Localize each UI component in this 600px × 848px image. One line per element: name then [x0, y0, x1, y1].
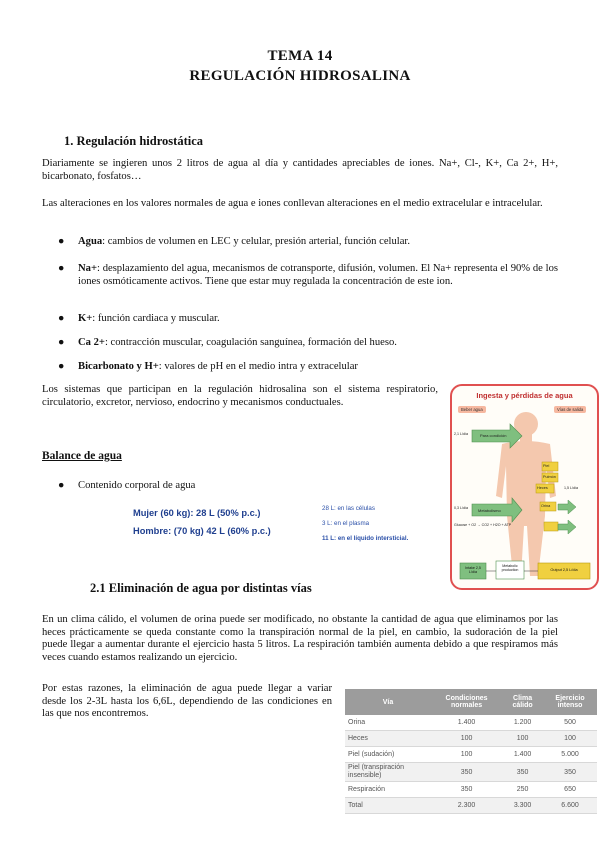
- figure-skin: Piel: [543, 464, 550, 468]
- water-cells: 28 L: en las células: [322, 505, 375, 512]
- bullet-desc: : desplazamiento del agua, mecanismos de cotransporte, difusión, volumen. El Na+ representa el 90% de los iones osmóticamente activos. Tiene que estar muy regulada la concentración de este ion.: [78, 263, 558, 287]
- table-header: Condiciones normales: [431, 689, 502, 715]
- bullet-term: K+: [78, 313, 93, 324]
- table-header: Ejercicio intenso: [543, 689, 597, 715]
- water-plasma: 3 L: en el plasma: [322, 520, 370, 527]
- table-cell: 350: [431, 782, 502, 798]
- bullet-icon: ●: [58, 337, 65, 348]
- table-cell: 6.600: [543, 798, 597, 814]
- figure-flow-in: Para condición: [480, 433, 507, 438]
- water-elimination-table-wrap: [345, 689, 597, 814]
- bullet-desc: : contracción muscular, coagulación sanguínea, formación del hueso.: [104, 337, 397, 348]
- bullet-agua: [58, 236, 558, 250]
- bullet-icon: ●: [58, 361, 65, 372]
- figure-title: Ingesta y pérdidas de agua: [476, 391, 573, 400]
- table-cell: 1.400: [502, 747, 543, 763]
- bullet-k: [58, 313, 558, 327]
- figure-formula: Glucose + O2 → CO2 + H2O + ATP: [454, 523, 512, 527]
- table-cell: Piel (transpiración insensible): [345, 763, 431, 782]
- section1-para2: Las alteraciones en los valores normales de agua e iones conllevan alteraciones en el medio extracelular e intracelular.: [42, 198, 543, 209]
- water-woman: Mujer (60 kg): 28 L (50% p.c.): [133, 508, 261, 518]
- table-cell: 500: [543, 715, 597, 731]
- table-row: [345, 782, 597, 798]
- table-cell: Orina: [345, 715, 431, 731]
- figure-rate2: 0,3 L/día: [454, 506, 468, 510]
- section1-para3: Los sistemas que participan en la regulación hidrosalina son el sistema respiratorio, circulatorio, excretor, nervioso, endocrino y mecanismos conductuales.: [42, 384, 438, 408]
- figure-label-left: Beber agua: [458, 406, 486, 413]
- table-header: Clima cálido: [502, 689, 543, 715]
- figure-bottom-mid: Metabolic production: [501, 564, 519, 572]
- table-cell: 350: [543, 763, 597, 782]
- table-cell: 5.000: [543, 747, 597, 763]
- water-elimination-table: [345, 689, 597, 814]
- page-title: REGULACIÓN HIDROSALINA: [189, 68, 411, 84]
- bullet-term: Agua: [78, 236, 103, 247]
- section1-para1: Diariamente se ingieren unos 2 litros de agua al día y cantidades apreciables de iones. Na+, Cl-, K+, Ca 2+, H+, bicarbonato, fosfatos…: [42, 158, 558, 182]
- bullet-icon: ●: [58, 236, 65, 247]
- bullet-contenido: [58, 480, 418, 494]
- water-man: Hombre: (70 kg) 42 L (60% p.c.): [133, 526, 271, 536]
- figure-lungs: Pulmón: [543, 475, 556, 479]
- water-balance-figure: [450, 384, 599, 590]
- section2-para1: En un clima cálido, el volumen de orina puede ser modificado, no obstante la cantidad de agua que eliminamos por las heces prácticamente se queda constante como la transpiración normal de la piel, en cambio, la sudoración de la piel puede llegar a aumentar durante el ejercicio hasta 5 litros. La respiración también aumenta debido a que respiramos más veces cuando estamos realizando un ejercicio.: [42, 614, 558, 663]
- table-header-row: [345, 689, 597, 715]
- bullet-bicarbonato: [58, 361, 558, 375]
- figure-urine: Orina: [541, 504, 551, 508]
- table-cell: 250: [502, 782, 543, 798]
- table-header: Vía: [345, 689, 431, 715]
- table-row: [345, 747, 597, 763]
- bullet-desc: : cambios de volumen en LEC y celular, presión arterial, función celular.: [102, 236, 411, 247]
- table-cell: 2.300: [431, 798, 502, 814]
- figure-metabolism: Metabolismo: [478, 508, 501, 513]
- water-interstitial: 11 L: en el líquido intersticial.: [322, 535, 409, 542]
- topic-title: TEMA 14: [267, 48, 333, 64]
- bullet-desc: Contenido corporal de agua: [78, 480, 196, 491]
- bullet-icon: ●: [58, 263, 65, 274]
- figure-label-right: Vías de salida: [554, 406, 586, 413]
- table-row: [345, 763, 597, 782]
- bullet-term: Bicarbonato y H+: [78, 361, 159, 372]
- bullet-desc: : función cardiaca y muscular.: [92, 313, 220, 324]
- bullet-na: [58, 263, 558, 303]
- table-cell: 100: [431, 747, 502, 763]
- figure-rate1: 2,1 L/día: [454, 432, 468, 436]
- figure-bottom-right: Output 2,5 L/día: [550, 568, 578, 572]
- table-cell: 1.400: [431, 715, 502, 731]
- balance-heading: Balance de agua: [42, 450, 122, 462]
- section2-heading: 2.1 Eliminación de agua por distintas vías: [90, 581, 312, 595]
- table-cell: 350: [502, 763, 543, 782]
- table-cell: 100: [431, 731, 502, 747]
- bullet-term: Na+: [78, 263, 97, 274]
- section1-heading: 1. Regulación hidrostática: [64, 134, 204, 148]
- table-cell: Respiración: [345, 782, 431, 798]
- table-cell: Heces: [345, 731, 431, 747]
- bullet-icon: ●: [58, 313, 65, 324]
- section2-para2: Por estas razones, la eliminación de agua puede llegar a variar desde los 2-3L hasta los 6,6L, dependiendo de las condiciones en las que nos encontremos.: [42, 683, 332, 720]
- table-cell: 1.200: [502, 715, 543, 731]
- table-cell: 350: [431, 763, 502, 782]
- table-cell: Piel (sudación): [345, 747, 431, 763]
- table-row: [345, 715, 597, 731]
- bullet-desc: : valores de pH en el medio intra y extracelular: [158, 361, 358, 372]
- bullet-icon: ●: [58, 480, 65, 491]
- bullet-term: Ca 2+: [78, 337, 105, 348]
- bullet-ca: [58, 337, 558, 351]
- figure-rate3: 1,5 L/día: [564, 486, 578, 490]
- table-cell: 3.300: [502, 798, 543, 814]
- table-cell: 100: [543, 731, 597, 747]
- table-row: [345, 798, 597, 814]
- table-cell: Total: [345, 798, 431, 814]
- figure-bottom-left: Intake 2,5 L/día: [465, 566, 481, 574]
- table-cell: 100: [502, 731, 543, 747]
- table-row: [345, 731, 597, 747]
- figure-feces: Heces: [537, 486, 548, 490]
- table-cell: 650: [543, 782, 597, 798]
